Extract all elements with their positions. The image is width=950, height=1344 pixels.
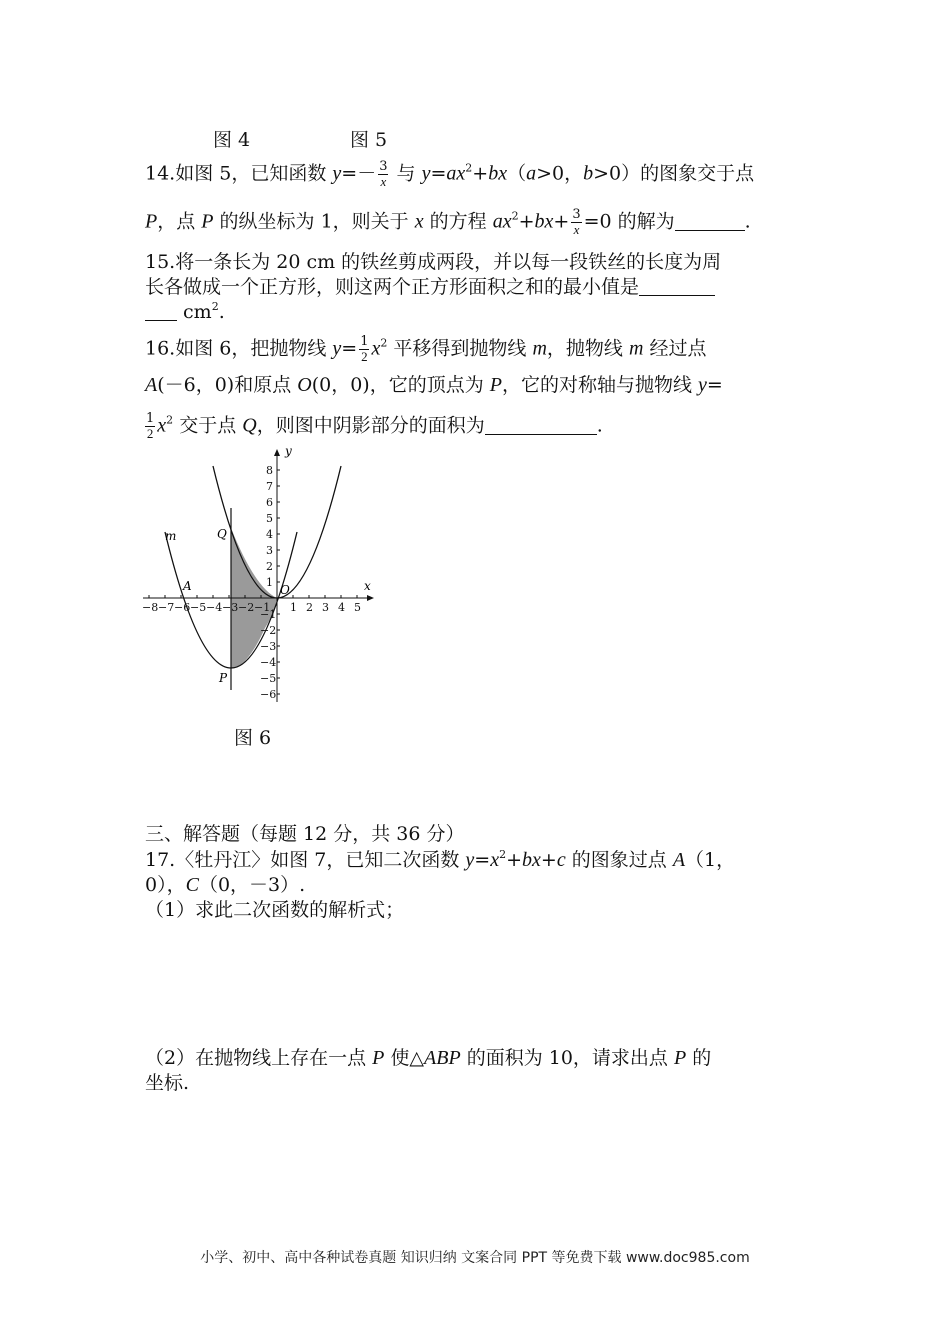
frac-num: 3 — [379, 159, 388, 174]
y-tick-label: −4 — [260, 656, 277, 669]
exponent: 2 — [380, 336, 388, 350]
q14-text: （ — [507, 162, 527, 185]
var-bx: bx — [534, 210, 554, 233]
q14-text: 的纵坐标为 1，则关于 — [213, 210, 415, 233]
section-3-heading: 三、解答题（每题 12 分，共 36 分） — [145, 823, 465, 845]
exponent: 2 — [511, 209, 519, 223]
var-P: P — [489, 374, 502, 396]
var-m: m — [532, 337, 547, 360]
q16-line3 — [145, 412, 603, 441]
var-O: O — [297, 374, 312, 396]
label-A: A — [183, 579, 192, 593]
x-tick-label: 2 — [306, 601, 313, 614]
q15-text: 长各做成一个正方形，则这两个正方形面积之和的最小值是 — [145, 276, 640, 298]
var-A: A — [145, 374, 158, 396]
q14-text: =－ — [341, 162, 377, 185]
q17-text: 的面积为 10，请求出点 — [460, 1047, 674, 1069]
frac-num: 1 — [360, 334, 369, 349]
x-tick-label: −6 — [174, 601, 191, 614]
var-ax: ax — [492, 210, 512, 233]
var-ABP: ABP — [424, 1047, 461, 1069]
q14-text: + — [472, 162, 489, 185]
q17-text: （0，－3）. — [198, 874, 306, 896]
exponent: 2 — [211, 300, 219, 313]
frac-den: x — [380, 174, 387, 189]
var-y: y — [421, 162, 431, 185]
q14-text: + — [518, 210, 535, 233]
var-C: C — [185, 874, 199, 896]
q16-line2 — [145, 373, 723, 397]
exponent: 2 — [465, 161, 473, 175]
q16-text: (0，0)，它的顶点为 — [311, 374, 490, 396]
x-tick-label: 5 — [354, 601, 361, 614]
exponent: 2 — [499, 848, 507, 861]
q17-text: + — [540, 849, 557, 871]
var-m: m — [628, 337, 644, 360]
var-x: x — [157, 414, 167, 437]
var-P: P — [145, 210, 158, 233]
x-axis-arrow — [367, 595, 374, 601]
q16-text: 16.如图 6，把抛物线 — [145, 337, 333, 360]
y-tick-label: 4 — [266, 528, 273, 541]
var-A: A — [672, 849, 686, 871]
label-O: O — [280, 583, 290, 597]
fraction-1-over-2 — [359, 335, 369, 364]
frac-num: 3 — [572, 207, 581, 222]
q14-text: =0 的解为 — [583, 210, 675, 233]
y-tick-label: 7 — [266, 480, 273, 493]
q15-text: . — [218, 301, 225, 323]
q16-text: ，则图中阴影部分的面积为 — [256, 414, 485, 437]
q17-text: 0）， — [145, 874, 186, 896]
y-tick-label: −5 — [260, 672, 277, 685]
y-tick-label: 2 — [266, 560, 273, 573]
q16-line1 — [145, 335, 706, 364]
y-axis-arrow — [274, 449, 280, 456]
var-bx: bx — [522, 849, 541, 871]
var-x: x — [490, 849, 500, 871]
page-footer: 小学、初中、高中各种试卷真题 知识归纳 文案合同 PPT 等免费下载 www.doc985.com — [200, 1250, 750, 1266]
x-tick-label: −3 — [222, 601, 239, 614]
fraction-3-over-x — [378, 160, 388, 189]
q16-text: = — [706, 374, 723, 396]
q17-line1 — [145, 848, 735, 872]
q14-text: 的方程 — [423, 210, 493, 233]
var-ax: ax — [446, 162, 466, 185]
var-P: P — [372, 1047, 385, 1069]
q14-text: . — [744, 210, 751, 233]
q14-text: ，点 — [157, 210, 202, 233]
frac-den: 2 — [146, 426, 154, 441]
q17-text: 的 — [686, 1047, 712, 1069]
x-tick-label: −7 — [158, 601, 175, 614]
y-tick-label: 6 — [266, 496, 273, 509]
y-tick-label: −6 — [260, 688, 277, 701]
q16-text: 交于点 — [173, 414, 243, 437]
q17-text: （1， — [685, 849, 736, 871]
fig6-caption: 图 6 — [234, 727, 272, 749]
y-tick-label: 8 — [266, 464, 273, 477]
q16-text: ，它的对称轴与抛物线 — [501, 374, 699, 396]
q17-sub1: （1）求此二次函数的解析式； — [145, 899, 405, 921]
q14-text: >0）的图象交于点 — [593, 162, 755, 185]
var-b: b — [583, 162, 594, 185]
q16-text: (－6，0)和原点 — [157, 374, 298, 396]
x-axis-label: x — [364, 579, 371, 593]
label-P: P — [219, 671, 228, 685]
var-Q: Q — [242, 414, 257, 437]
q15-line1: 15.将一条长为 20 cm 的铁丝剪成两段，并以每一段铁丝的长度为周 — [145, 251, 722, 273]
x-tick-label: 1 — [290, 601, 297, 614]
y-axis-label: y — [285, 444, 292, 458]
y-tick-label: 5 — [266, 512, 273, 525]
q17-text: 的图象过点 — [565, 849, 673, 871]
var-x: x — [414, 210, 424, 233]
q17-text: 17.〈牡丹江〉如图 7，已知二次函数 — [145, 849, 466, 871]
answer-blank[interactable] — [675, 212, 745, 231]
q16-text: 经过点 — [643, 337, 707, 360]
fig5-caption: 图 5 — [350, 129, 388, 151]
x-tick-label: −1 — [254, 601, 271, 614]
q14-text: = — [430, 162, 447, 185]
q17-text: = — [474, 849, 491, 871]
frac-den: x — [573, 222, 580, 237]
x-tick-label: 3 — [322, 601, 329, 614]
q16-text: . — [596, 414, 603, 437]
q16-text: 平移得到抛物线 — [387, 337, 533, 360]
var-P: P — [673, 1047, 687, 1069]
q17-text: 使△ — [384, 1047, 425, 1069]
q14-text: >0， — [536, 162, 584, 185]
answer-blank[interactable] — [485, 416, 597, 435]
q15-line3 — [145, 300, 225, 324]
exponent: 2 — [166, 413, 174, 427]
q15-unit: cm — [177, 301, 212, 323]
q14-text: 14.如图 5，已知函数 — [145, 162, 333, 185]
label-m: m — [165, 529, 177, 543]
var-c: c — [556, 849, 566, 871]
var-a: a — [526, 162, 537, 185]
var-P: P — [201, 210, 214, 233]
x-tick-label: −8 — [142, 601, 159, 614]
frac-num: 1 — [146, 411, 155, 426]
q17-text: + — [506, 849, 523, 871]
q17-text: （2）在抛物线上存在一点 — [145, 1047, 373, 1069]
var-bx: bx — [488, 162, 508, 185]
q14-line1 — [145, 160, 754, 189]
q17-line2 — [145, 873, 305, 897]
y-tick-label: −3 — [260, 640, 277, 653]
y-tick-label: −1 — [260, 608, 277, 621]
label-Q: Q — [217, 527, 227, 541]
answer-blank-cont[interactable] — [145, 302, 177, 321]
y-tick-label: −2 — [260, 624, 277, 637]
q16-text: = — [341, 337, 358, 360]
q14-text: + — [553, 210, 570, 233]
q14-text: 与 — [390, 162, 422, 185]
fraction-1-over-2 — [145, 412, 155, 441]
q14-line2 — [145, 208, 751, 237]
var-y: y — [465, 849, 475, 871]
figure-6-graph — [135, 440, 375, 710]
q16-text: ，抛物线 — [546, 337, 629, 360]
var-y: y — [698, 374, 707, 396]
q17-sub2-line1 — [145, 1046, 711, 1070]
q17-sub2-line2: 坐标. — [145, 1072, 190, 1094]
fraction-3-over-x — [571, 208, 581, 237]
y-tick-label: 1 — [266, 576, 273, 589]
x-tick-label: −4 — [206, 601, 223, 614]
fig4-caption: 图 4 — [213, 129, 251, 151]
var-y: y — [332, 162, 342, 185]
x-tick-label: −2 — [238, 601, 255, 614]
q15-line2 — [145, 275, 715, 299]
answer-blank[interactable] — [639, 277, 715, 296]
var-x: x — [371, 337, 381, 360]
x-tick-label: −5 — [190, 601, 207, 614]
frac-den: 2 — [361, 349, 368, 364]
x-tick-label: 4 — [338, 601, 345, 614]
var-y: y — [332, 337, 342, 360]
y-tick-label: 3 — [266, 544, 273, 557]
